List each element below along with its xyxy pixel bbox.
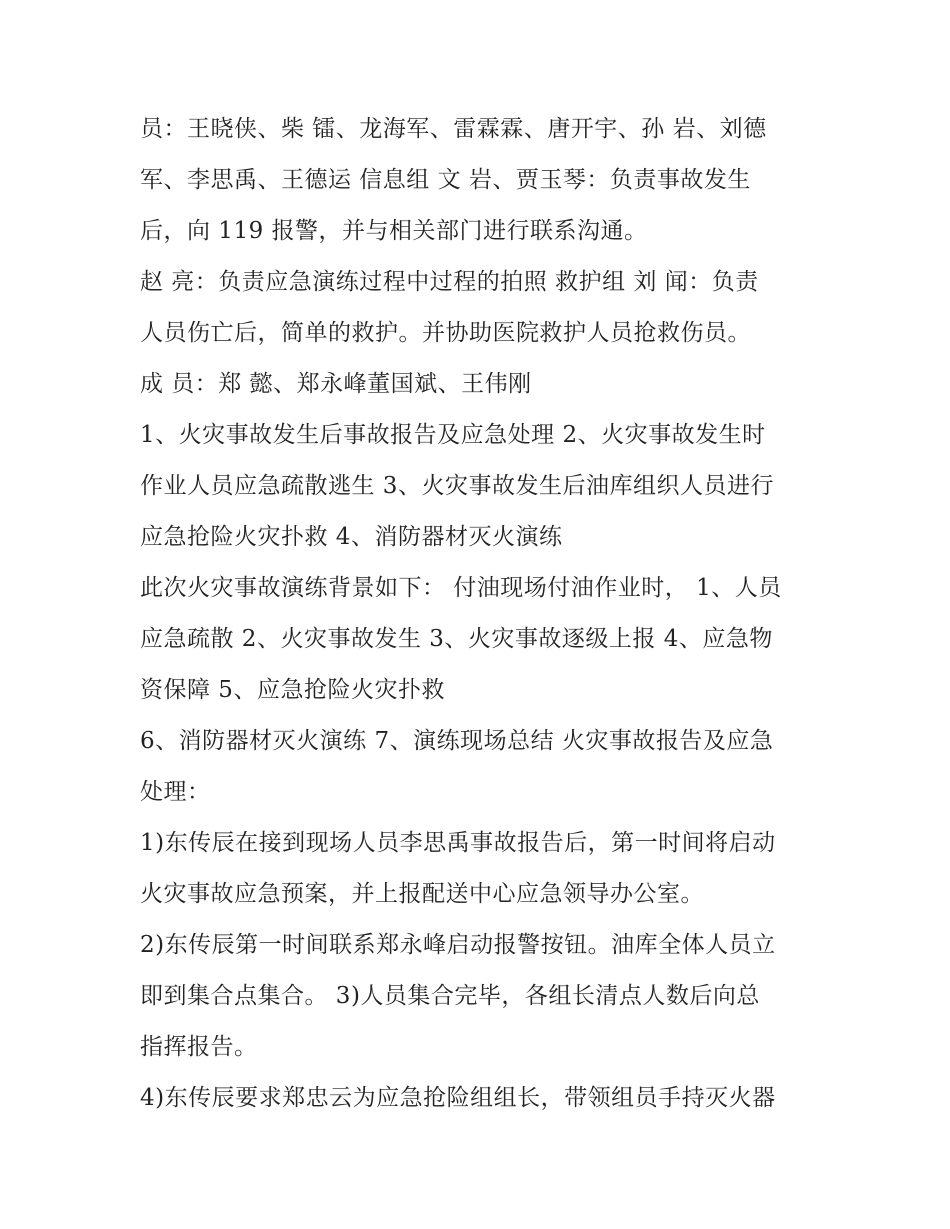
paragraph-drill-items [140,410,820,563]
text-line: 应急抢险火灾扑救 4、消防器材灭火演练 [140,524,563,550]
paragraph-members [140,359,820,410]
text-line: 应急疏散 2、火灾事故发生 3、火灾事故逐级上报 4、应急物 [140,626,773,652]
text-line: 人员伤亡后，简单的救护。并协助医院救护人员抢救伤员。 [140,320,751,346]
paragraph-step-2-3 [140,920,820,1073]
text-line: 指挥报告。 [140,1034,258,1060]
text-line: 处理： [140,779,211,805]
text-line: 1、火灾事故发生后事故报告及应急处理 2、火灾事故发生时 [140,422,766,448]
document-body [140,104,820,1124]
paragraph-members-info-group [140,104,820,257]
text-line: 赵 亮：负责应急演练过程中过程的拍照 救护组 刘 闻：负责 [140,269,759,295]
text-line: 成 员：郑 懿、郑永峰董国斌、王伟刚 [140,371,532,397]
paragraph-photo-rescue-group [140,257,820,359]
text-line: 资保障 5、应急抢险火灾扑救 [140,677,445,703]
text-line: 作业人员应急疏散逃生 3、火灾事故发生后油库组织人员进行 [140,473,774,499]
text-line: 此次火灾事故演练背景如下： 付油现场付油作业时， 1、人员 [140,575,782,601]
text-line: 4)东传辰要求郑忠云为应急抢险组组长，带领组员手持灭火器 [140,1085,776,1111]
text-line: 火灾事故应急预案，并上报配送中心应急领导办公室。 [140,881,704,907]
text-line: 军、李思禹、王德运 信息组 文 岩、贾玉琴：负责事故发生 [140,167,751,193]
paragraph-step-4 [140,1073,820,1124]
paragraph-drill-steps [140,716,820,818]
text-line: 6、消防器材灭火演练 7、演练现场总结 火灾事故报告及应急 [140,728,774,754]
text-line: 即到集合点集合。 3)人员集合完毕，各组长清点人数后向总 [140,983,760,1009]
text-line: 后，向 119 报警，并与相关部门进行联系沟通。 [140,218,648,244]
text-line: 1)东传辰在接到现场人员李思禹事故报告后，第一时间将启动 [140,830,776,856]
text-line: 2)东传辰第一时间联系郑永峰启动报警按钮。油库全体人员立 [140,932,776,958]
paragraph-drill-background [140,563,820,716]
paragraph-step-1 [140,818,820,920]
text-line: 员：王晓侠、柴 镭、龙海军、雷霖霖、唐开宇、孙 岩、刘德 [140,116,767,142]
